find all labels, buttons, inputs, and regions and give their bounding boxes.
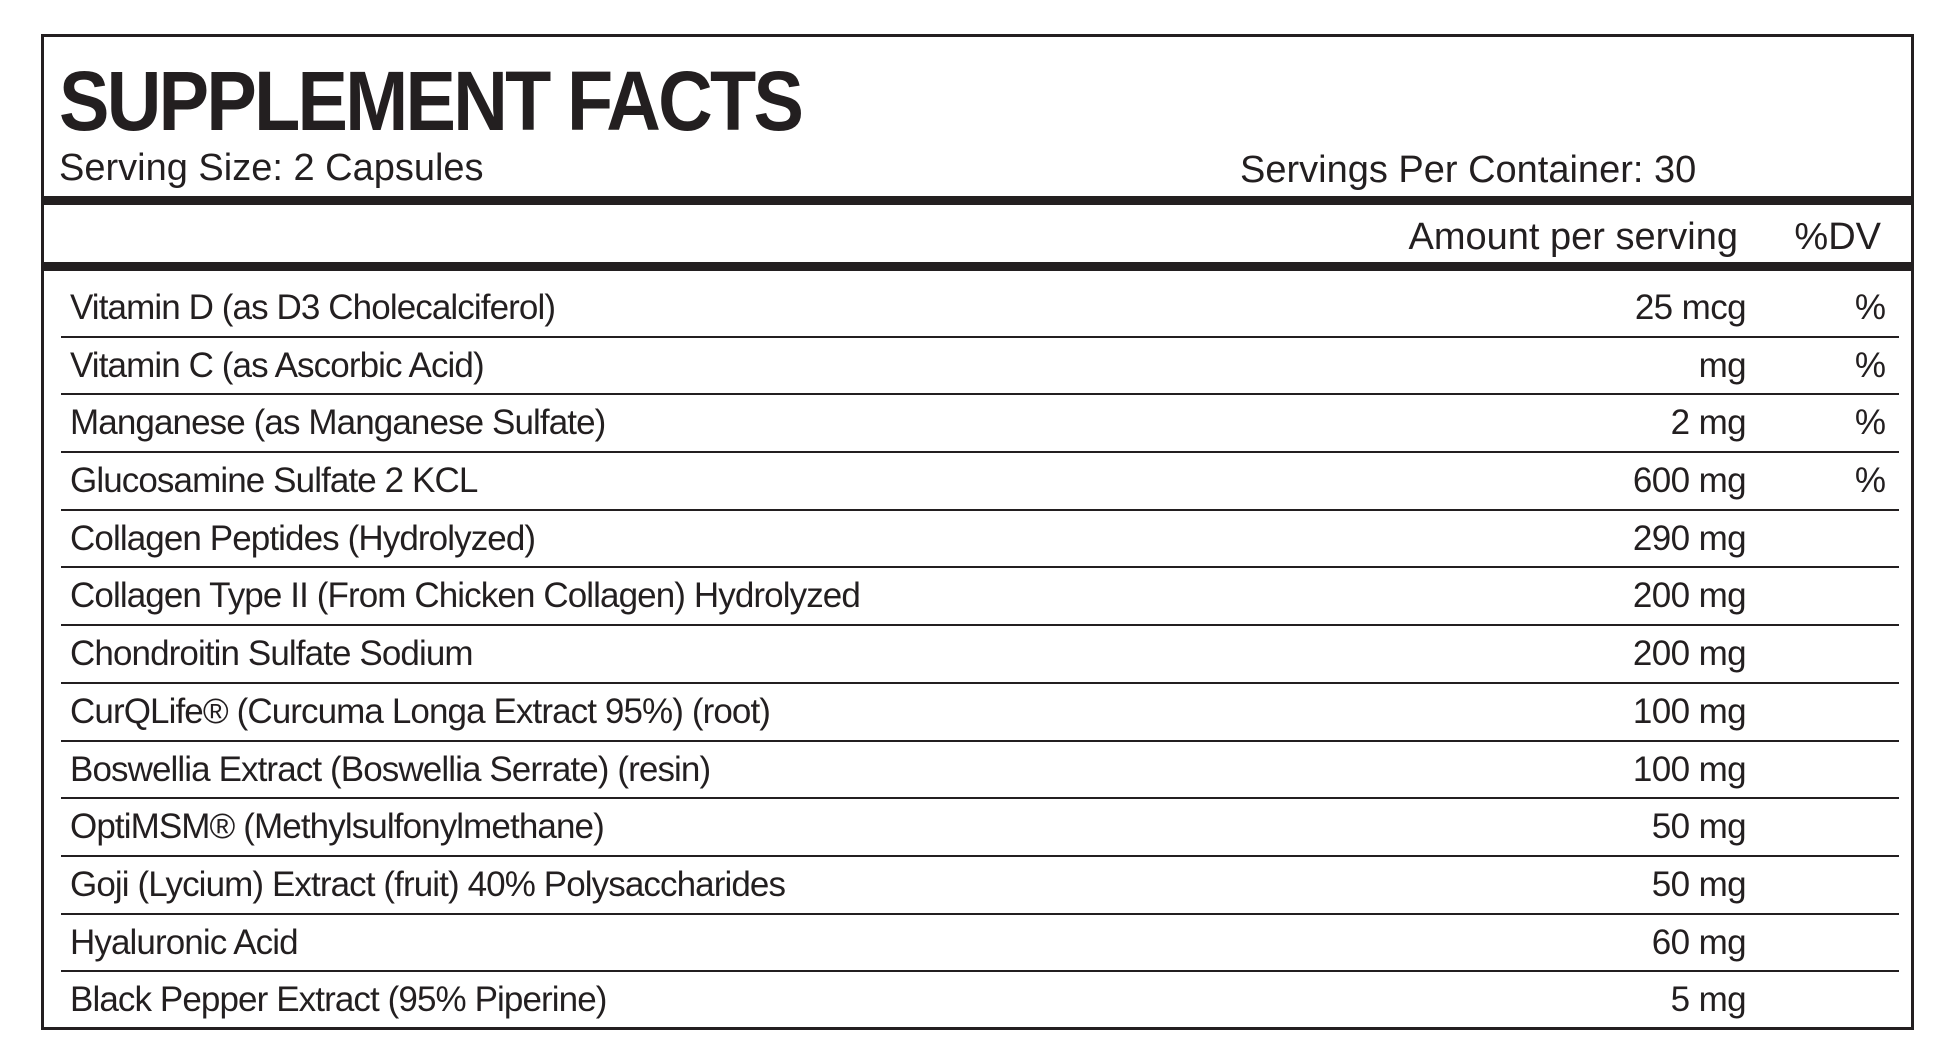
ingredient-amount: 600 mg [1632,461,1746,501]
ingredient-name: Vitamin C (as Ascorbic Acid) [70,345,484,385]
ingredient-name: OptiMSM® (Methylsulfonylmethane) [70,807,604,847]
ingredient-row [61,972,1899,1030]
supplement-facts-panel [41,34,1914,1030]
ingredient-dv: % [1854,403,1886,443]
ingredient-row [61,742,1899,800]
ingredient-name: Collagen Type II (From Chicken Collagen) Hydrolyzed [70,576,860,616]
ingredient-amount: mg [1698,345,1746,385]
ingredient-list [61,280,1899,1030]
serving-size: Serving Size: 2 Capsules [59,147,484,189]
ingredient-name: Glucosamine Sulfate 2 KCL [70,461,478,501]
ingredient-row [61,799,1899,857]
ingredient-row [61,915,1899,973]
ingredient-amount: 60 mg [1651,922,1746,962]
ingredient-dv: % [1854,345,1886,385]
ingredient-amount: 200 mg [1632,576,1746,616]
amount-column-header: Amount per serving [1408,216,1738,258]
ingredient-name: Chondroitin Sulfate Sodium [70,634,473,674]
ingredient-row [61,338,1899,396]
ingredient-name: CurQLife® (Curcuma Longa Extract 95%) (root) [70,691,771,731]
ingredient-row [61,857,1899,915]
ingredient-amount: 290 mg [1632,518,1746,558]
ingredient-amount: 50 mg [1651,807,1746,847]
ingredient-name: Black Pepper Extract (95% Piperine) [70,980,607,1020]
ingredient-row [61,684,1899,742]
ingredient-row [61,280,1899,338]
ingredient-amount: 100 mg [1632,749,1746,789]
panel-title: SUPPLEMENT FACTS [59,54,802,148]
ingredient-amount: 5 mg [1670,980,1746,1020]
columns-divider [44,262,1911,271]
ingredient-name: Vitamin D (as D3 Cholecalciferol) [70,288,556,327]
ingredient-name: Goji (Lycium) Extract (fruit) 40% Polysaccharides [70,864,786,904]
dv-column-header: %DV [1794,216,1881,258]
ingredient-row [61,511,1899,569]
servings-per-container: Servings Per Container: 30 [1240,149,1697,191]
ingredient-name: Hyaluronic Acid [70,922,298,962]
ingredient-amount: 200 mg [1632,634,1746,674]
ingredient-row [61,395,1899,453]
ingredient-amount: 25 mcg [1634,288,1746,327]
ingredient-row [61,626,1899,684]
ingredient-name: Boswellia Extract (Boswellia Serrate) (resin) [70,749,711,789]
ingredient-dv: % [1854,461,1886,501]
ingredient-dv: % [1854,288,1886,327]
ingredient-name: Manganese (as Manganese Sulfate) [70,403,606,443]
ingredient-row [61,453,1899,511]
ingredient-amount: 50 mg [1651,864,1746,904]
header-divider [44,196,1911,205]
ingredient-amount: 100 mg [1632,691,1746,731]
ingredient-row [61,568,1899,626]
ingredient-amount: 2 mg [1670,403,1746,443]
ingredient-name: Collagen Peptides (Hydrolyzed) [70,518,536,558]
